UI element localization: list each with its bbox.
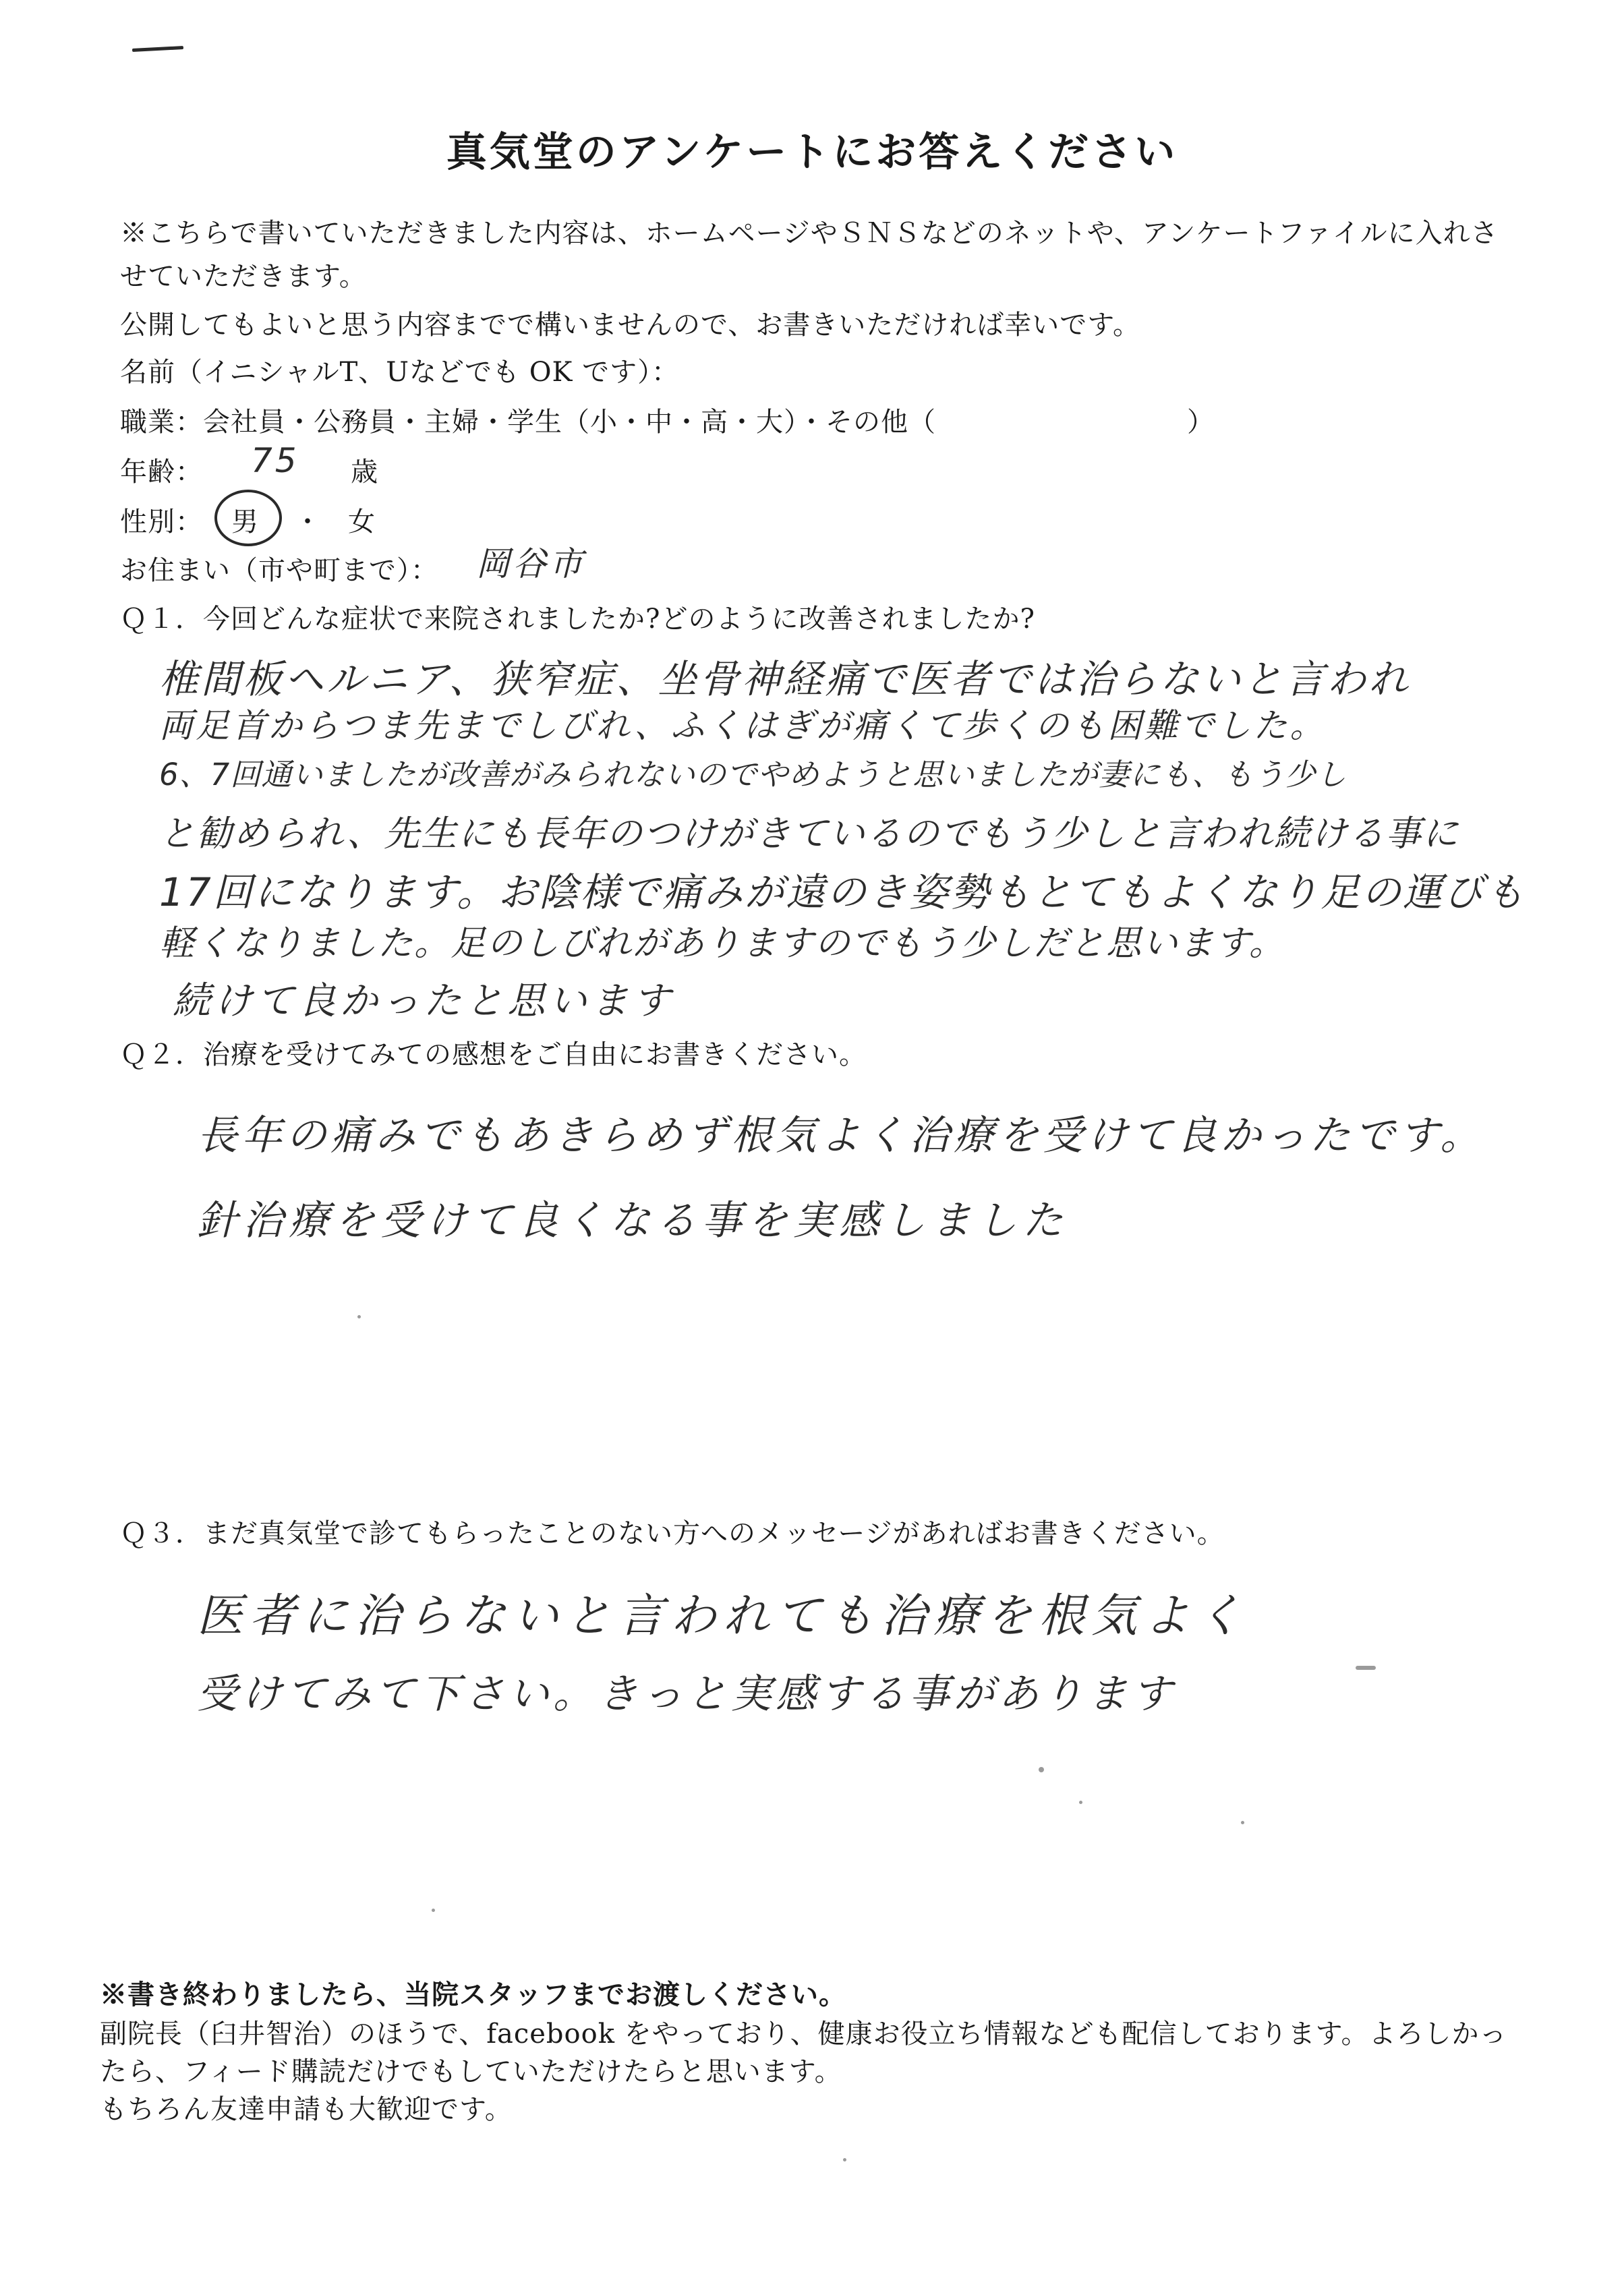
footer-instruction: ※書き終わりましたら、当院スタッフまでお渡しください。 <box>100 1979 846 2010</box>
scan-speck <box>843 2158 846 2161</box>
q1-answer-line-4: と勧められ、先生にも長年のつけがきているのでもう少しと言われ続ける事に <box>159 813 1460 854</box>
age-value: 75 <box>251 441 299 480</box>
q2-answer-line-1: 長年の痛みでもあきらめず根気よく治療を受けて良かったです。 <box>197 1112 1485 1159</box>
q3-answer-line-2: 受けてみて下さい。きっと実感する事があります <box>197 1671 1176 1718</box>
footer-line-4: もちろん友達申請も大歓迎です。 <box>100 2094 513 2125</box>
gender-label: 性別： <box>120 506 203 538</box>
intro-line-2: せていただきます。 <box>120 261 367 292</box>
stray-pen-mark <box>132 46 183 52</box>
gender-male-option: 男 <box>231 506 259 538</box>
footer-line-3: たら、フィード購読だけでもしていただけたらと思います。 <box>100 2056 842 2087</box>
gender-separator: ・ <box>294 506 322 538</box>
scan-speck <box>1039 1767 1044 1772</box>
footer-line-2: 副院長（臼井智治）のほうで、facebook をやっており、健康お役立ち情報なども配信しております。よろしかっ <box>100 2019 1507 2050</box>
gender-female-option: 女 <box>348 506 376 538</box>
occupation-close-paren: ） <box>1187 407 1214 438</box>
residence-label: お住まい（市や町まで）： <box>120 555 438 586</box>
q1-answer-line-2: 両足首からつま先までしびれ、ふくはぎが痛くて歩くのも困難でした。 <box>159 706 1327 745</box>
age-unit: 歳 <box>351 457 378 488</box>
occupation-label: 職業：会社員・公務員・主婦・学生（小・中・高・大）・その他（ <box>120 407 936 438</box>
intro-line-1: ※こちらで書いていただきました内容は、ホームページやＳＮＳなどのネットや、アンケートファイルに入れさ <box>120 218 1499 249</box>
scan-speck <box>1356 1666 1376 1670</box>
intro-line-3: 公開してもよいと思う内容までで構いませんので、お書きいただければ幸いです。 <box>120 310 1140 341</box>
q1-answer-line-1: 椎間板ヘルニア、狭窄症、坐骨神経痛で医者では治らないと言われ <box>159 656 1411 702</box>
scan-speck <box>1079 1801 1082 1804</box>
scan-speck <box>357 1315 361 1318</box>
q3-question: Ｑ３．まだ真気堂で診てもらったことのない方へのメッセージがあればお書きください。 <box>120 1518 1225 1549</box>
age-label: 年齢： <box>120 457 203 488</box>
q1-answer-line-3: 6、7回通いましたが改善がみられないのでやめようと思いましたが妻にも、もう少し <box>159 757 1347 792</box>
q1-answer-line-5: 17回になります。お陰様で痛みが遠のき姿勢もとてもよくなり足の運びも <box>159 869 1527 915</box>
residence-value: 岡谷市 <box>476 544 585 583</box>
q2-question: Ｑ２．治療を受けてみての感想をご自由にお書きください。 <box>120 1039 867 1070</box>
q1-answer-line-7: 続けて良かったと思います <box>173 979 674 1023</box>
q2-answer-line-2: 針治療を受けて良くなる事を実感しました <box>197 1197 1068 1244</box>
page-title: 真気堂のアンケートにお答えください <box>446 129 1178 176</box>
scan-speck <box>1241 1821 1244 1824</box>
q1-answer-line-6: 軽くなりました。足のしびれがありますのでもう少しだと思います。 <box>159 923 1285 964</box>
name-label: 名前（イニシャルT、Uなどでも OK です）： <box>120 357 680 388</box>
scan-speck <box>432 1909 435 1912</box>
q3-answer-line-1: 医者に治らないと言われても治療を根気よく <box>197 1590 1250 1643</box>
q1-question: Ｑ１．今回どんな症状で来院されましたか?どのように改善されましたか? <box>120 604 1035 635</box>
